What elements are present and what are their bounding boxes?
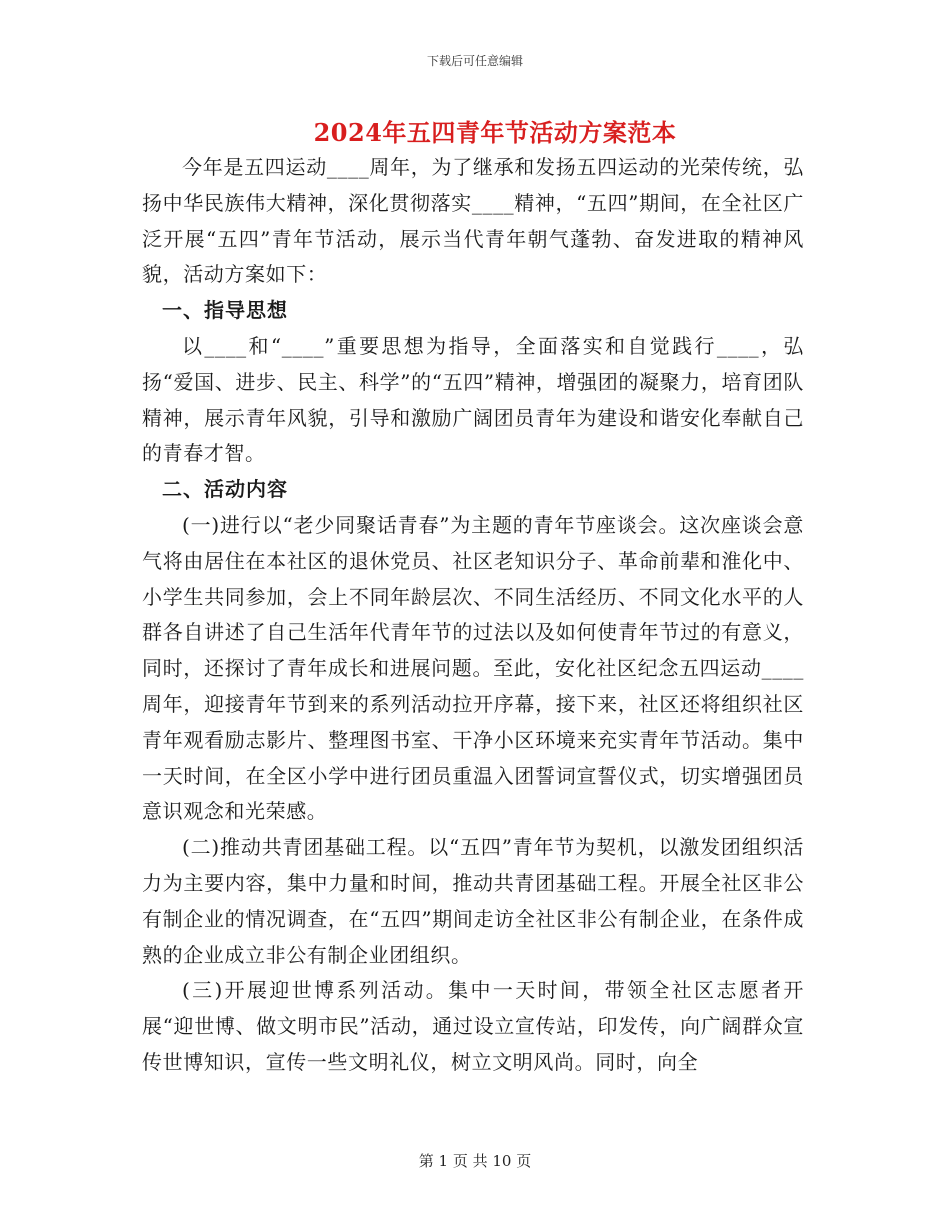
section-heading: 一、指导思想 bbox=[162, 298, 288, 323]
document-title: 2024年五四青年节活动方案范本 bbox=[313, 118, 677, 147]
section-heading: 二、活动内容 bbox=[162, 477, 288, 502]
body-paragraph: (三)开展迎世博系列活动。集中一天时间，带领全社区志愿者开展“迎世博、做文明市民”活动，通过设立宣传站，印发传，向广阔群众宣传世博知识，宣传一些文明礼仪，树立文明风尚。同时，向全 bbox=[142, 978, 804, 1074]
page-number: 第 1 页 共 10 页 bbox=[418, 1152, 532, 1170]
section-guiding-ideology bbox=[142, 293, 804, 472]
header-note: 下载后可任意编辑 bbox=[426, 54, 523, 68]
document-body bbox=[142, 150, 804, 1081]
intro-paragraph: 今年是五四运动____周年，为了继承和发扬五四运动的光荣传统，弘扬中华民族伟大精神，深化贯彻落实____精神，“五四”期间，在全社区广泛开展“五四”青年节活动，展示当代青年朝气蓬勃、奋发进取的精神风貌，活动方案如下： bbox=[142, 155, 804, 287]
body-paragraph: (一)进行以“老少同聚话青春”为主题的青年节座谈会。这次座谈会意气将由居住在本社区的退休党员、社区老知识分子、革命前辈和淮化中、小学生共同参加，会上不同年龄层次、不同生活经历、不同文化水平的人群各自讲述了自己生活年代青年节的过法以及如何使青年节过的有意义，同时，还探讨了青年成长和进展问题。至此，安化社区纪念五四运动____周年，迎接青年节到来的系列活动拉开序幕，接下来，社区还将组织社区青年观看励志影片、整理图书室、干净小区环境来充实青年节活动。集中一天时间，在全区小学中进行团员重温入团誓词宣誓仪式，切实增强团员意识观念和光荣感。 bbox=[142, 512, 804, 824]
body-paragraph: 以____和“____”重要思想为指导，全面落实和自觉践行____，弘扬“爱国、进步、民主、科学”的“五四”精神，增强团的凝聚力，培育团队精神，展示青年风貌，引导和激励广阔团员青年为建设和谐安化奉献自己的青春才智。 bbox=[142, 333, 804, 466]
body-paragraph: (二)推动共青团基础工程。以“五四”青年节为契机，以激发团组织活力为主要内容，集中力量和时间，推动共青团基础工程。开展全社区非公有制企业的情况调查，在“五四”期间走访全社区非公有制企业，在条件成熟的企业成立非公有制企业团组织。 bbox=[142, 835, 804, 967]
section-activity-content bbox=[142, 472, 804, 1081]
